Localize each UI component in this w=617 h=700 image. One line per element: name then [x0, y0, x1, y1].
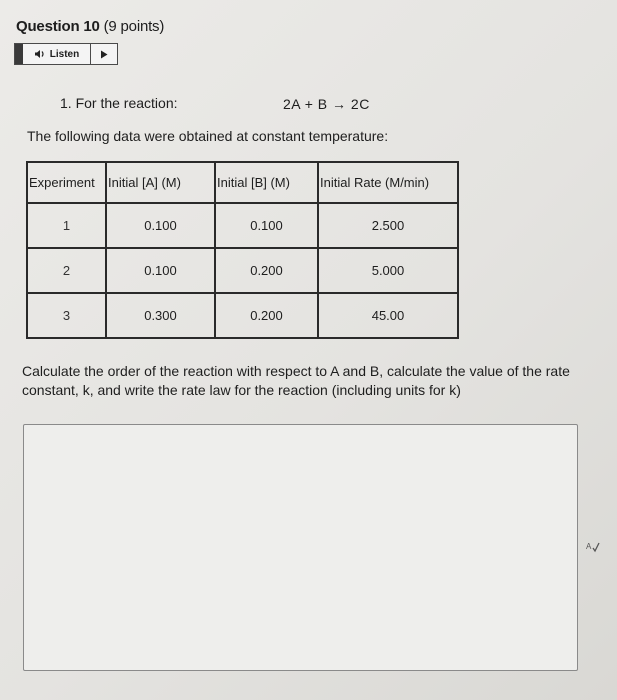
cell-initial-a: 0.100: [106, 203, 215, 248]
play-icon: [100, 50, 108, 59]
play-button[interactable]: [91, 44, 117, 64]
table-row: [27, 203, 458, 248]
cell-initial-b: 0.100: [215, 203, 318, 248]
question-points: (9 points): [103, 18, 165, 35]
col-header-initial-b: Initial [B] (M): [215, 162, 318, 203]
listen-widget[interactable]: [14, 43, 118, 65]
listen-button[interactable]: [23, 44, 91, 64]
col-header-initial-rate: Initial Rate (M/min): [318, 162, 458, 203]
col-header-experiment: Experiment: [27, 162, 106, 203]
question-instructions: Calculate the order of the reaction with respect to A and B, calculate the value of the rate constant, k, and write the rate law for the reaction (including units for k): [22, 363, 570, 398]
problem-prompt: 1. For the reaction:: [60, 95, 178, 111]
cell-experiment: 3: [27, 293, 106, 338]
svg-text:A: A: [586, 542, 592, 551]
data-intro: The following data were obtained at constant temperature:: [27, 128, 389, 144]
rate-data-table: [26, 161, 459, 339]
listen-handle: [15, 44, 23, 64]
cell-initial-b: 0.200: [215, 248, 318, 293]
cell-initial-rate: 2.500: [318, 203, 458, 248]
cell-initial-a: 0.300: [106, 293, 215, 338]
cell-initial-rate: 45.00: [318, 293, 458, 338]
spellcheck-icon[interactable]: [586, 541, 600, 556]
table-header-row: [27, 162, 458, 203]
answer-textarea[interactable]: [23, 424, 578, 671]
question-header: [16, 18, 164, 35]
question-title: Question 10: [16, 18, 100, 35]
cell-initial-b: 0.200: [215, 293, 318, 338]
cell-initial-a: 0.100: [106, 248, 215, 293]
cell-experiment: 2: [27, 248, 106, 293]
cell-initial-rate: 5.000: [318, 248, 458, 293]
listen-label: Listen: [49, 48, 80, 60]
col-header-initial-a: Initial [A] (M): [106, 162, 215, 203]
cell-experiment: 1: [27, 203, 106, 248]
reaction-equation: 2A + B → 2C: [283, 96, 370, 112]
table-row: [27, 293, 458, 338]
table-row: [27, 248, 458, 293]
speaker-icon: [34, 49, 46, 59]
